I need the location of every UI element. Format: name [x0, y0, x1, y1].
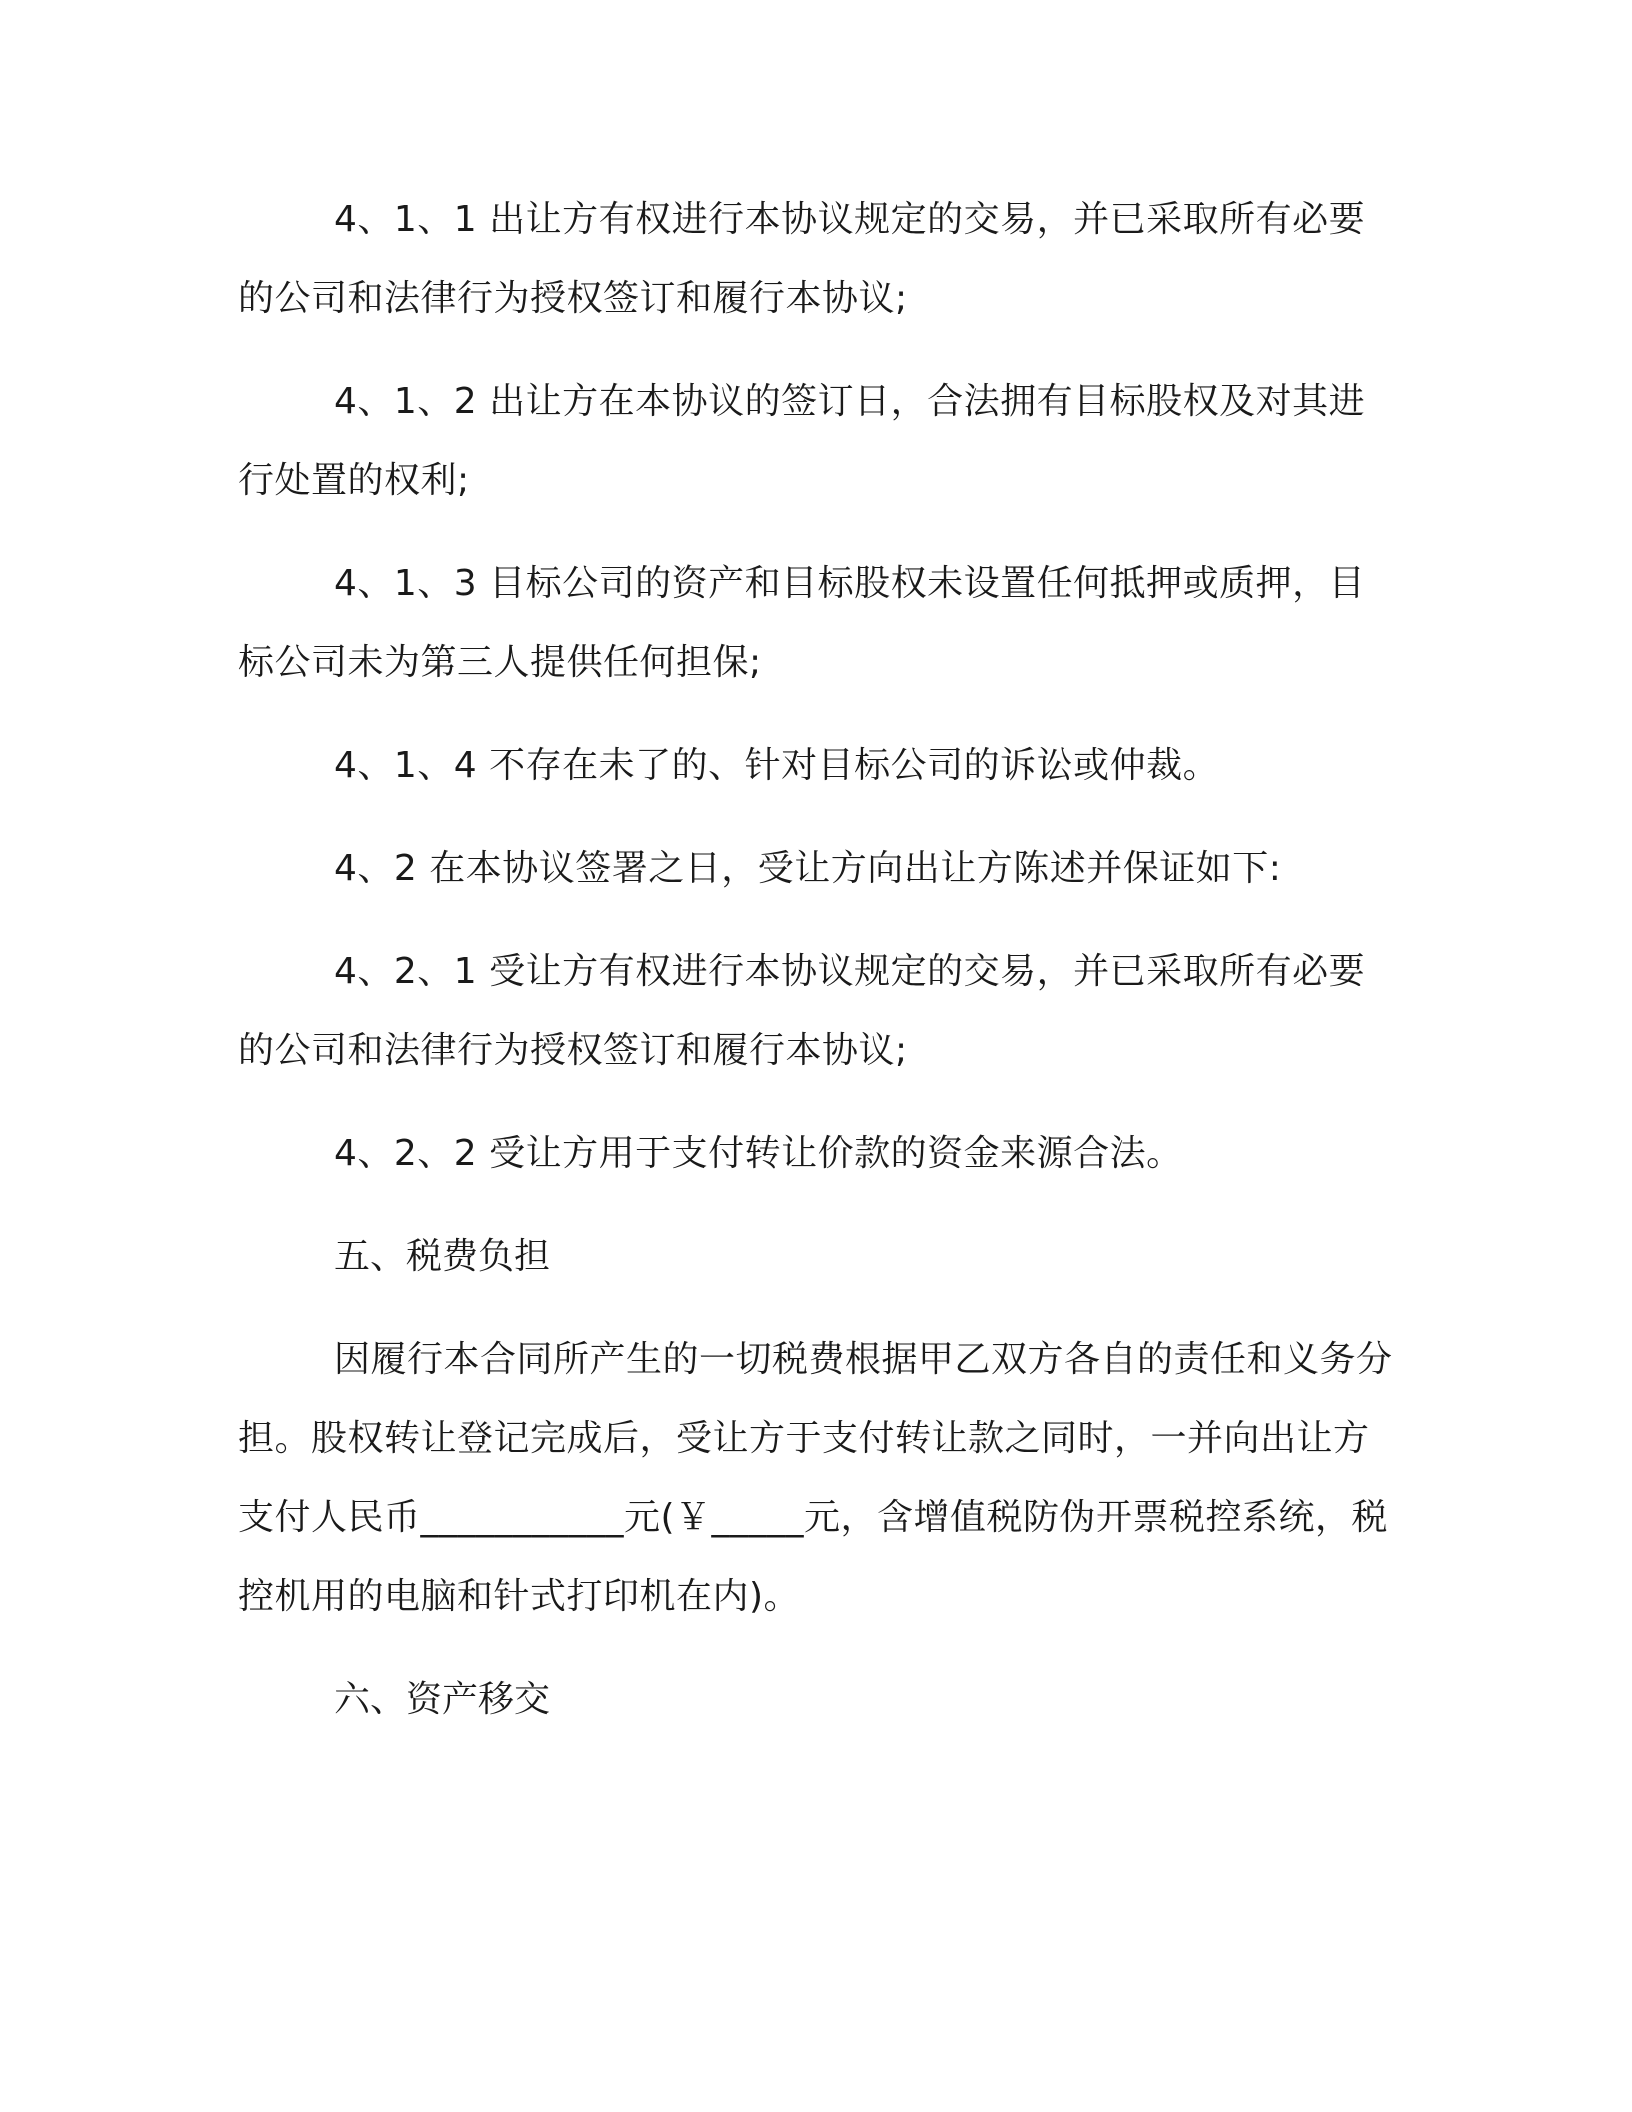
- clause-4-2-2: 4、2、2 受让方用于支付转让价款的资金来源合法。: [334, 1133, 1183, 1174]
- clause-4-1-2: 4、1、2 出让方在本协议的签订日，合法拥有目标股权及对其进行处置的权利;: [238, 381, 1366, 501]
- clause-4-1-3: 4、1、3 目标公司的资产和目标股权未设置任何抵押或质押，目标公司未为第三人提供任何担保;: [238, 563, 1366, 683]
- clause-4-1-4: 4、1、4 不存在未了的、针对目标公司的诉讼或仲裁。: [334, 745, 1220, 786]
- clause-4-2: 4、2 在本协议签署之日，受让方向出让方陈述并保证如下:: [334, 848, 1282, 889]
- section-heading-taxes: 五、税费负担: [334, 1236, 551, 1277]
- clause-4-2-1: 4、2、1 受让方有权进行本协议规定的交易，并已采取所有必要的公司和法律行为授权签订和履行本协议;: [238, 951, 1366, 1071]
- taxes-paragraph: 因履行本合同所产生的一切税费根据甲乙双方各自的责任和义务分担。股权转让登记完成后，受让方于支付转让款之同时，一并向出让方支付人民币___________元(￥_____元，含增值税防伪开票税控系统，税控机用的电脑和针式打印机在内)。: [238, 1339, 1393, 1617]
- document-body: [238, 180, 1398, 1763]
- section-heading-asset-transfer: 六、资产移交: [334, 1679, 551, 1720]
- clause-4-1-1: 4、1、1 出让方有权进行本协议规定的交易，并已采取所有必要的公司和法律行为授权签订和履行本协议;: [238, 199, 1366, 319]
